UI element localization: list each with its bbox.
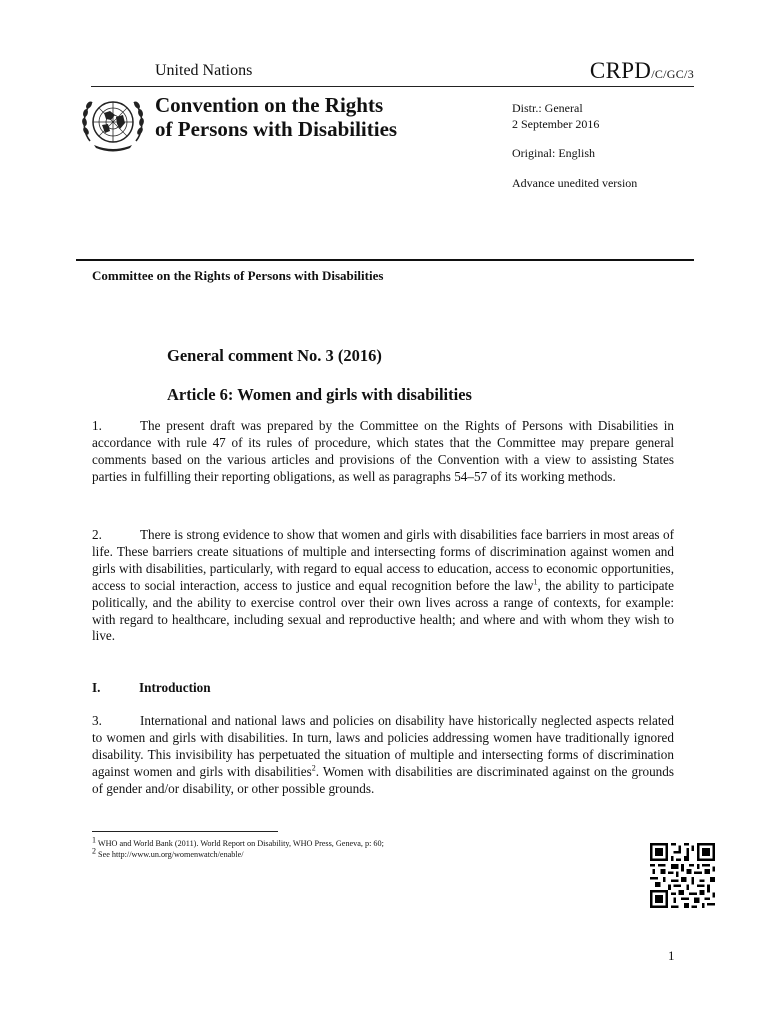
footnote-rule (92, 831, 278, 832)
distribution-info (512, 100, 599, 132)
footnote-2 (92, 846, 244, 861)
header-rule (91, 86, 694, 87)
qr-code-icon (650, 843, 715, 908)
paragraph-number: 1. (92, 418, 102, 433)
footnote-number: 1 (92, 835, 96, 845)
paragraph-text: There is strong evidence to show that women and girls with disabilities face barriers in most areas of life. These barriers create situations of multiple and intersecting forms of discrimination against women and girls with disabilities, particularly, with regard to equal access to education, access to economic opportunities, access to social interaction, access to justice and equal recognition before the law (92, 527, 674, 593)
version-note: Advance unedited version (512, 176, 638, 190)
paragraph-text: International and national laws and policies on disability have historically neglected aspects related to women and girls with disabilities. In turn, laws and policies addressing women have traditionally ignored disability. This invisibility has perpetuated the situation of multiple and intersecting forms of discrimination against women and girls with disabilities (92, 713, 674, 779)
organization-name: United Nations (155, 62, 253, 79)
paragraph-2 (92, 527, 674, 645)
document-symbol-suffix: /C/GC/3 (651, 67, 694, 81)
convention-title (155, 93, 397, 141)
committee-name: Committee on the Rights of Persons with Disabilities (92, 268, 384, 283)
document-symbol-main: CRPD (589, 58, 652, 83)
distribution: Distr.: General (512, 101, 583, 115)
footnote-ref-2[interactable]: 2 (311, 763, 316, 773)
footnote-text[interactable]: See http://www.un.org/womenwatch/enable/ (98, 850, 244, 859)
footnote-ref-1[interactable]: 1 (533, 577, 538, 587)
paragraph-number: 3. (92, 713, 102, 728)
general-comment-title: General comment No. 3 (2016) (167, 346, 382, 365)
paragraph-number: 2. (92, 527, 102, 542)
footnote-text: WHO and World Bank (2011). World Report on Disability, WHO Press, Geneva, p: 60; (97, 839, 384, 848)
article-title: Article 6: Women and girls with disabilities (167, 385, 472, 404)
paragraph-text: The present draft was prepared by the Committee on the Rights of Persons with Disabilities in accordance with rule 47 of its rules of procedure, which states that the Committee may prepare general comments based on the various articles and provisions of the Convention with a view to assisting States parties in fulfilling their reporting obligations, as well as paragraphs 54–57 of its working methods. (92, 418, 674, 484)
footnote-number: 2 (92, 846, 96, 856)
issue-date: 2 September 2016 (512, 117, 600, 131)
page-number: 1 (668, 948, 675, 963)
original-language: Original: English (512, 146, 595, 160)
paragraph-text-cont: , the ability to participate politically, and the ability to exercise control over their own lives across a range of contexts, for example: with regard to healthcare, including sexual and reproductive health; and where and with whom they wish to live. (92, 577, 674, 644)
footnote-1 (92, 835, 384, 850)
section-number: I. (92, 680, 101, 695)
section-rule (76, 259, 694, 261)
document-symbol (590, 58, 694, 84)
convention-title-line1: Convention on the Rights (155, 93, 384, 117)
convention-title-line2: of Persons with Disabilities (155, 117, 398, 141)
paragraph-text-cont: . Women with disabilities are discriminated against on the grounds of gender and/or disability, or other possible grounds. (92, 763, 674, 796)
un-emblem-icon (80, 93, 146, 155)
paragraph-1 (92, 418, 674, 486)
section-heading (92, 680, 211, 696)
paragraph-3 (92, 713, 674, 798)
section-title: Introduction (139, 680, 211, 695)
